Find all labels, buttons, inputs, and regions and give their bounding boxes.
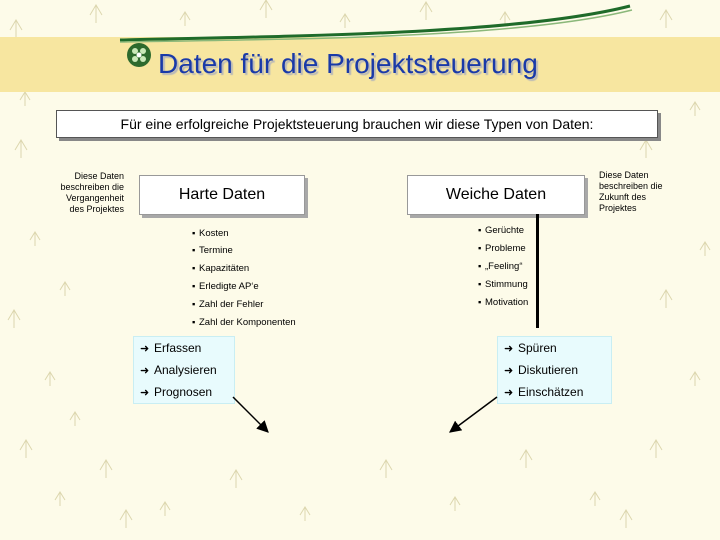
bullet-icon: ▪ bbox=[478, 243, 482, 254]
list-item bbox=[478, 276, 528, 294]
item-text: Kapazitäten bbox=[199, 263, 250, 274]
note-line: Diese Daten bbox=[74, 171, 124, 181]
bullet-icon: ▪ bbox=[478, 297, 482, 308]
item-text: Kosten bbox=[199, 228, 229, 239]
bullet-icon: ▪ bbox=[478, 261, 482, 272]
note-line: Vergangenheit bbox=[65, 193, 124, 203]
note-line: Diese Daten bbox=[599, 170, 649, 180]
arrow-right-icon: ➜ bbox=[140, 387, 150, 399]
item-text: Erledigte AP‘e bbox=[199, 281, 259, 292]
action-text: Erfassen bbox=[154, 341, 202, 355]
list-item bbox=[192, 296, 296, 314]
item-text: Motivation bbox=[485, 297, 529, 308]
bullet-icon: ▪ bbox=[192, 245, 196, 256]
note-line: Projektes bbox=[599, 203, 637, 213]
arrow-hard-to-center bbox=[233, 397, 268, 432]
action-item bbox=[504, 381, 583, 403]
note-line: Zukunft des bbox=[599, 192, 647, 202]
action-item bbox=[140, 381, 217, 403]
hard-data-list bbox=[192, 225, 296, 332]
list-item bbox=[192, 314, 296, 332]
bullet-icon: ▪ bbox=[478, 225, 482, 236]
bullet-icon: ▪ bbox=[478, 279, 482, 290]
arrow-right-icon: ➜ bbox=[140, 343, 150, 355]
list-item bbox=[192, 225, 296, 242]
bullet-icon: ▪ bbox=[192, 228, 196, 239]
note-line: des Projektes bbox=[69, 204, 124, 214]
subtitle-box: Für eine erfolgreiche Projektsteuerung brauchen wir diese Typen von Daten: bbox=[56, 110, 658, 138]
note-line: beschreiben die bbox=[599, 181, 663, 191]
vertical-divider bbox=[536, 214, 539, 328]
item-text: Termine bbox=[199, 245, 233, 256]
list-item bbox=[192, 278, 296, 296]
hard-data-heading: Harte Daten bbox=[139, 175, 305, 215]
list-item bbox=[478, 240, 528, 258]
soft-data-list bbox=[478, 222, 528, 312]
arrow-right-icon: ➜ bbox=[504, 343, 514, 355]
bullet-icon: ▪ bbox=[192, 317, 196, 328]
soft-data-heading: Weiche Daten bbox=[407, 175, 585, 215]
item-text: Zahl der Komponenten bbox=[199, 317, 296, 328]
action-text: Diskutieren bbox=[518, 363, 579, 377]
item-text: „Feeling“ bbox=[485, 261, 523, 272]
list-item bbox=[192, 242, 296, 260]
action-item bbox=[140, 359, 217, 381]
list-item bbox=[478, 222, 528, 240]
arrow-right-icon: ➜ bbox=[140, 365, 150, 377]
list-item bbox=[478, 294, 528, 312]
action-item bbox=[504, 337, 583, 359]
item-text: Probleme bbox=[485, 243, 526, 254]
hard-actions-list bbox=[140, 337, 217, 403]
arrow-right-icon: ➜ bbox=[504, 365, 514, 377]
bullet-icon: ▪ bbox=[192, 299, 196, 310]
action-item bbox=[504, 359, 583, 381]
item-text: Stimmung bbox=[485, 279, 528, 290]
action-text: Analysieren bbox=[154, 363, 217, 377]
action-text: Prognosen bbox=[154, 385, 213, 399]
soft-data-description bbox=[599, 170, 683, 214]
green-ball-cluster-icon bbox=[126, 42, 152, 68]
action-item bbox=[140, 337, 217, 359]
soft-actions-list bbox=[504, 337, 583, 403]
list-item bbox=[478, 258, 528, 276]
bullet-icon: ▪ bbox=[192, 263, 196, 274]
note-line: beschreiben die bbox=[60, 182, 124, 192]
list-item bbox=[192, 260, 296, 278]
action-text: Einschätzen bbox=[518, 385, 584, 399]
item-text: Zahl der Fehler bbox=[199, 299, 264, 310]
arrow-soft-to-center bbox=[450, 397, 497, 432]
bullet-icon: ▪ bbox=[192, 281, 196, 292]
slide-title: Daten für die Projektsteuerung bbox=[158, 48, 538, 79]
hard-data-description bbox=[40, 171, 124, 215]
action-text: Spüren bbox=[518, 341, 557, 355]
item-text: Gerüchte bbox=[485, 225, 525, 236]
arrow-right-icon: ➜ bbox=[504, 387, 514, 399]
